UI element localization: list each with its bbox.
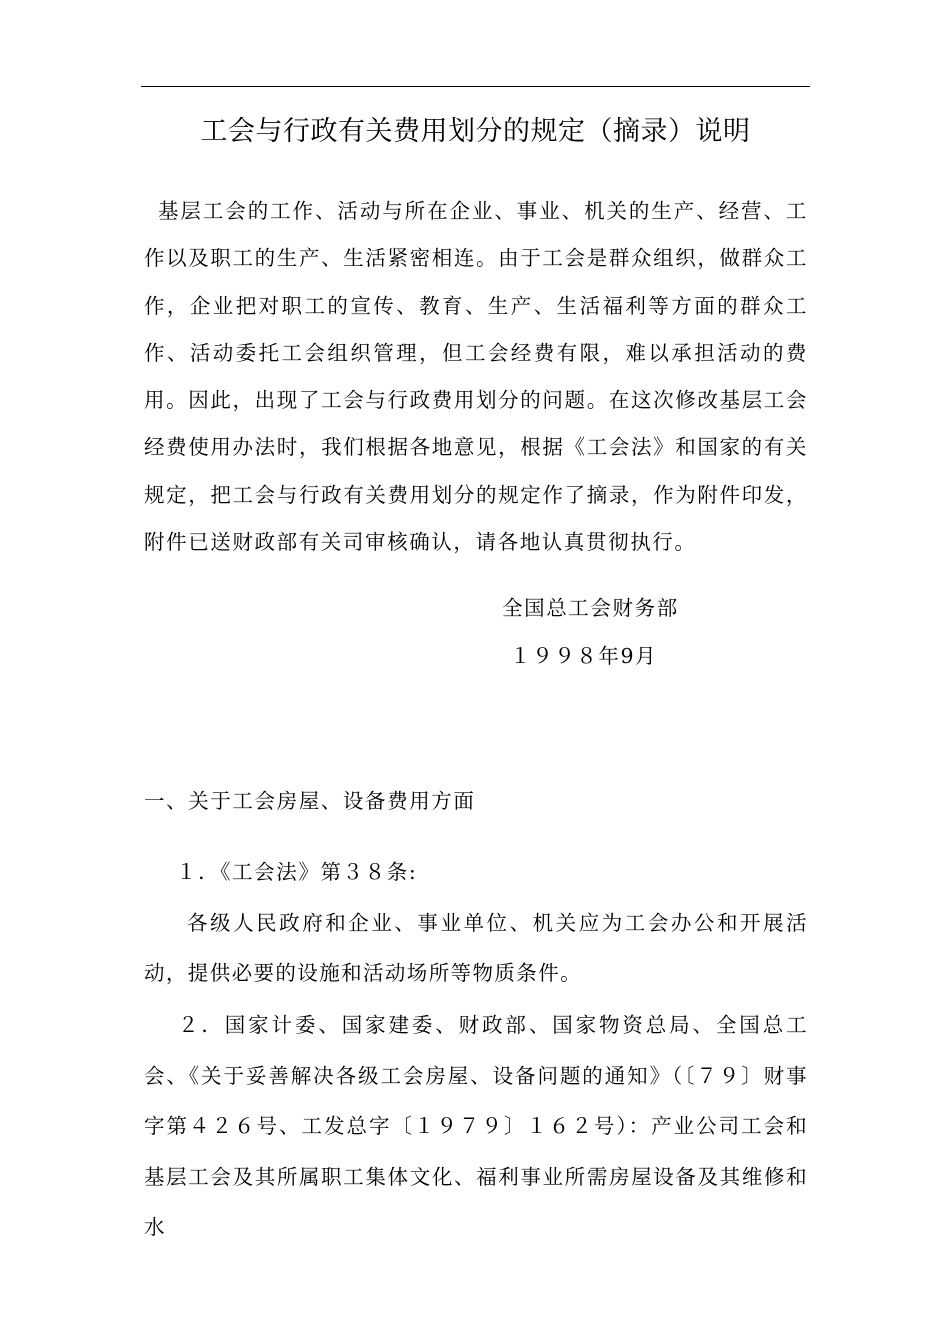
section-one-heading: 一、关于工会房屋、设备费用方面 <box>144 789 476 813</box>
item-one-text: 各级人民政府和企业、事业单位、机关应为工会办公和开展活动，提供必要的设施和活动场所等物质条件。 <box>144 911 808 985</box>
intro-paragraph: 基层工会的工作、活动与所在企业、事业、机关的生产、经营、工作以及职工的生产、生活紧密相连。由于工会是群众组织，做群众工作，企业把对职工的宣传、教育、生产、生活福利等方面的群众工作、活动委托工会组织管理，但工会经费有限，难以承担活动的费用。因此，出现了工会与行政费用划分的问题。在这次修改基层工会经费使用办法时，我们根据各地意见，根据《工会法》和国家的有关规定，把工会与行政有关费用划分的规定作了摘录，作为附件印发，附件已送财政部有关司审核确认，请各地认真贯彻执行。 <box>144 199 808 555</box>
signature-date: １９９８年9月 <box>510 644 658 668</box>
signature-organization: 全国总工会财务部 <box>502 596 679 620</box>
item-one-label: １．《工会法》第３８条: <box>176 860 418 884</box>
item-two-text: ２．国家计委、国家建委、财政部、国家物资总局、全国总工会、《关于妥善解决各级工会房屋、设备问题的通知》（〔７９〕财事字第４２６号、工发总字〔１９７９〕１６２号）：产业公司工会和基层工会及其所属职工集体文化、福利事业所需房屋设备及其维修和水 <box>144 1013 808 1239</box>
document-title: 工会与行政有关费用划分的规定（摘录）说明 <box>200 116 751 147</box>
header-rule <box>141 86 810 87</box>
